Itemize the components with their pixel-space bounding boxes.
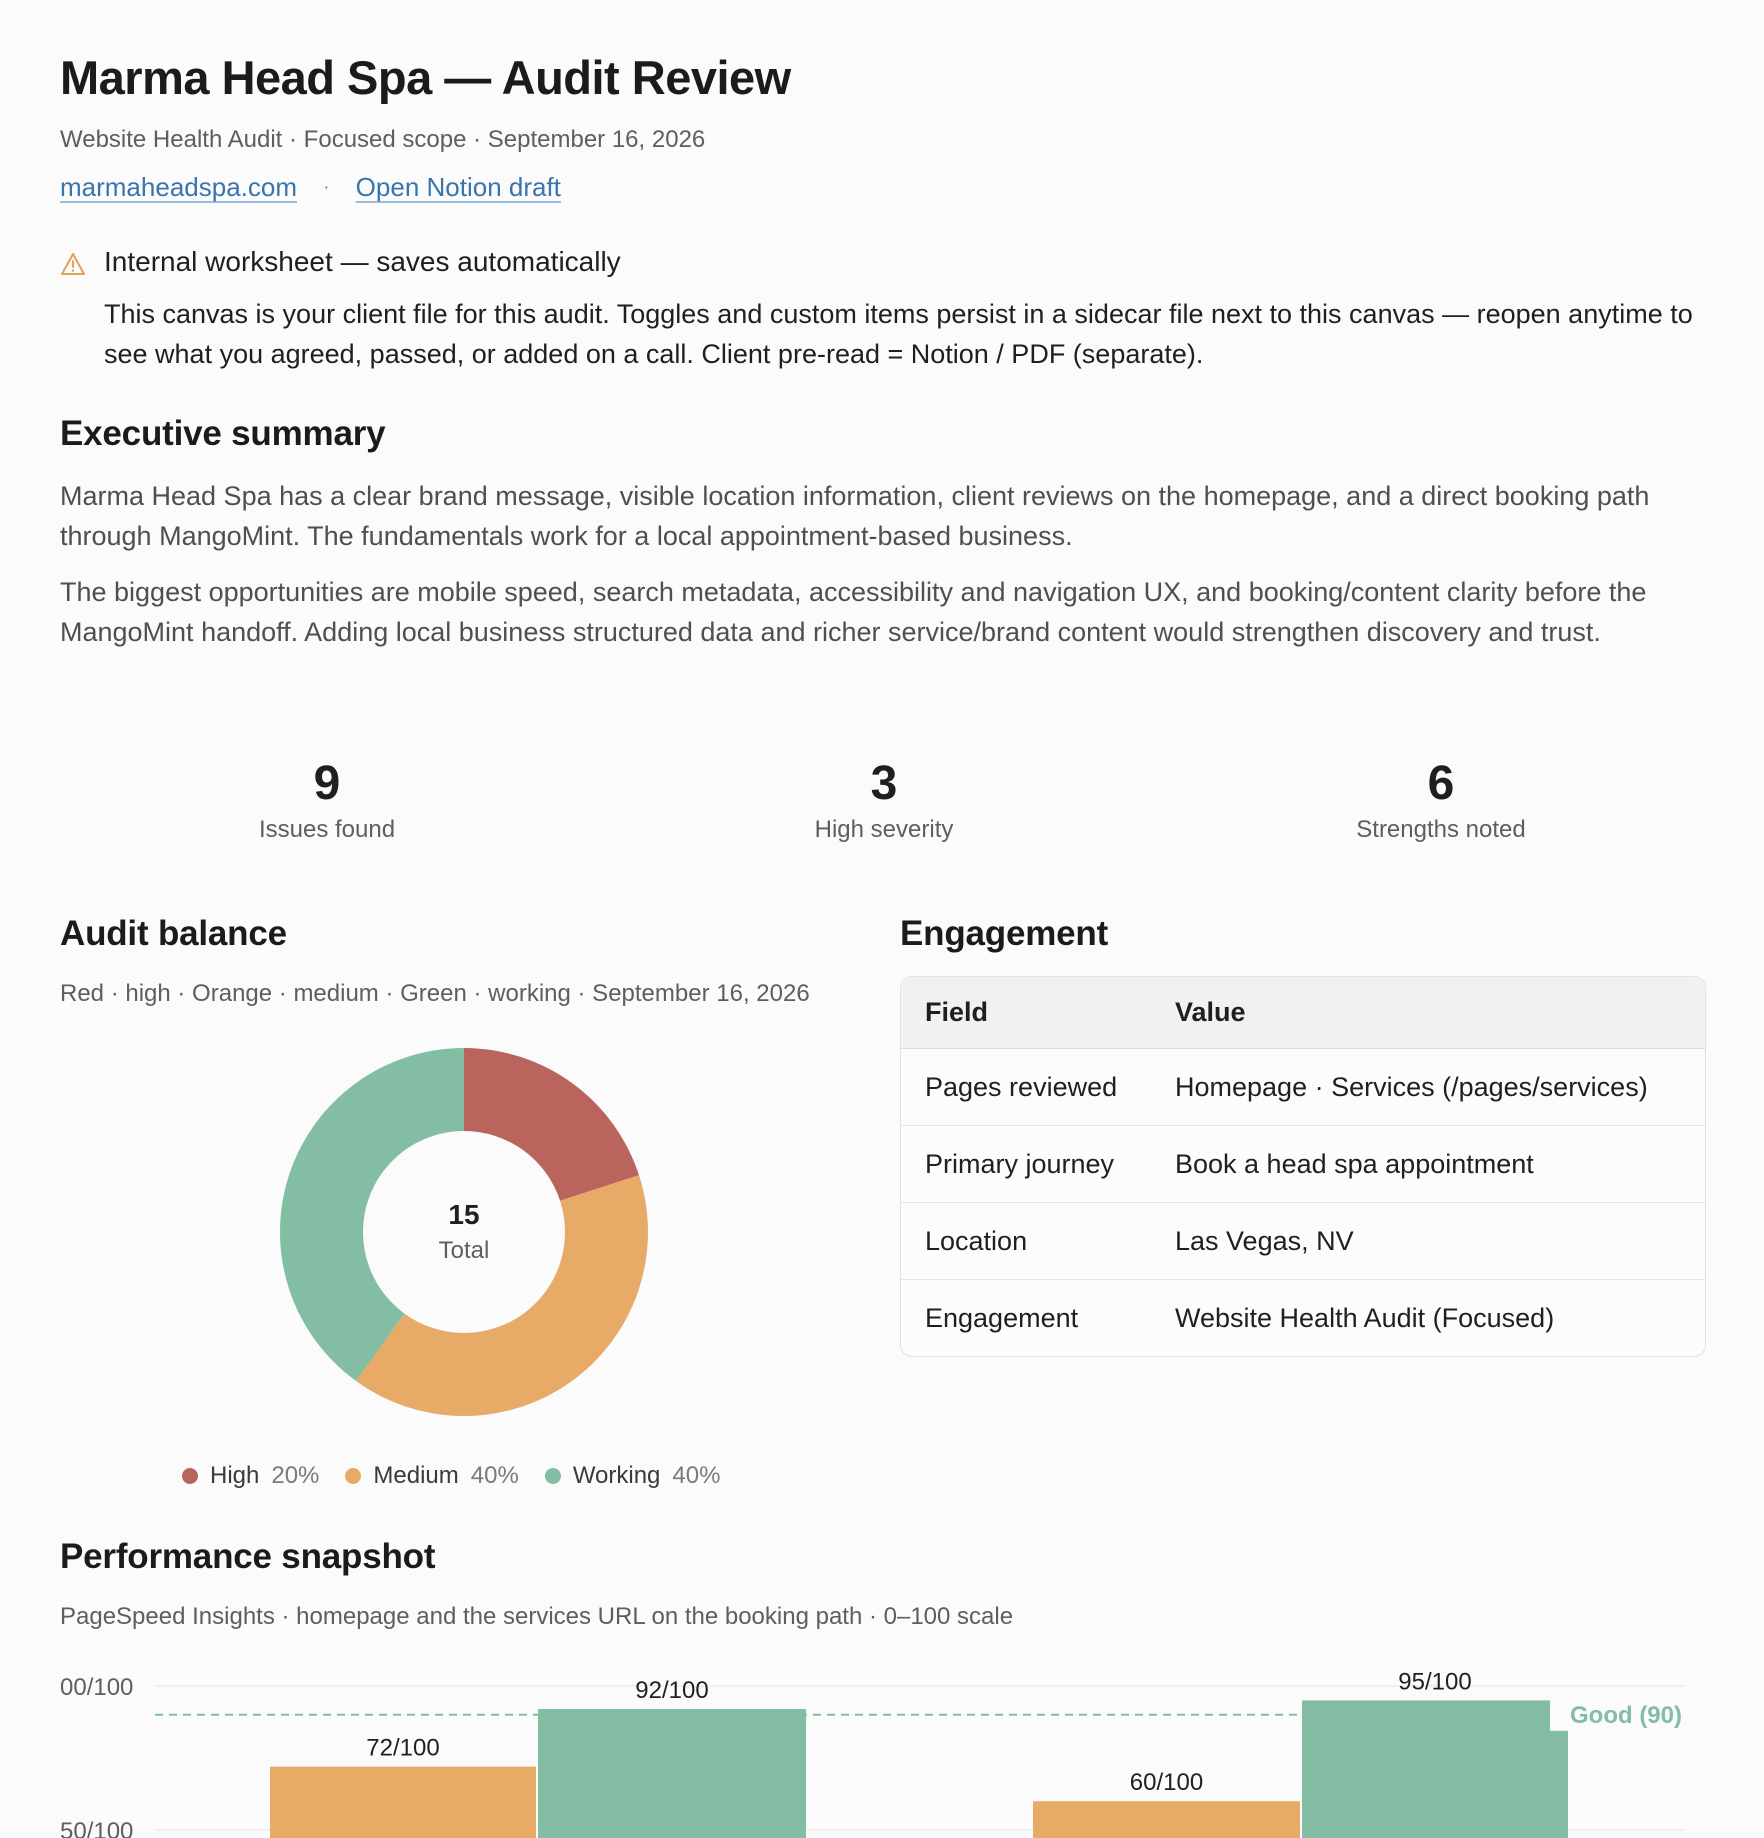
- stat-label: High severity: [814, 816, 954, 843]
- value-cell: Homepage · Services (/pages/services): [1175, 1072, 1648, 1102]
- donut-total-label: Total: [438, 1237, 490, 1264]
- field-cell: Primary journey: [901, 1126, 1151, 1203]
- executive-summary-heading: Executive summary: [60, 414, 386, 453]
- bar-data-label: 72/100: [366, 1734, 440, 1762]
- summary-paragraph-2: The biggest opportunities are mobile speed, search metadata, accessibility and navigation UX, and booking/content clarity before the MangoMint handoff. Adding local business structured data and richer service/brand content would strengthen discovery and trust.: [60, 577, 1647, 647]
- value-cell: Website Health Audit (Focused): [1151, 1280, 1705, 1357]
- threshold-label: Good (90): [1570, 1701, 1682, 1729]
- stat-value: 9: [313, 757, 341, 810]
- legend-item-high: [182, 1462, 319, 1490]
- audit-balance-heading: Audit balance: [60, 914, 287, 953]
- value-cell: Las Vegas, NV: [1151, 1203, 1705, 1280]
- stat-label: Strengths noted: [1356, 816, 1526, 843]
- callout-title: Internal worksheet — saves automatically: [104, 246, 621, 277]
- stat-label: Issues found: [258, 816, 396, 843]
- stat-high-severity: [684, 756, 1084, 844]
- legend-dot: [182, 1468, 198, 1484]
- legend-label: Medium: [373, 1462, 459, 1489]
- y-tick-label: 50/100: [60, 1818, 134, 1838]
- bar: [270, 1767, 536, 1838]
- bar-data-label: 92/100: [635, 1677, 709, 1705]
- summary-paragraph-1: Marma Head Spa has a clear brand message, visible location information, client reviews on the homepage, and a direct booking path through MangoMint. The fundamentals work for a local appointment-based business.: [60, 481, 1650, 551]
- field-cell: Location: [901, 1203, 1151, 1280]
- site-link[interactable]: marmaheadspa.com: [60, 172, 297, 202]
- legend-pct: 40%: [470, 1462, 519, 1489]
- stat-value: 3: [870, 757, 898, 810]
- engagement-table: [900, 976, 1706, 1357]
- table-row: [901, 1280, 1705, 1357]
- bar-data-label: 95/100: [1398, 1668, 1472, 1696]
- stat-value: 6: [1427, 757, 1455, 810]
- table-header-row: [901, 977, 1705, 1049]
- donut-center: [278, 1046, 650, 1418]
- audit-balance-subtitle: Red · high · Orange · medium · Green · working · September 16, 2026: [60, 980, 810, 1007]
- warning-icon: [60, 252, 86, 276]
- donut-total-value: 15: [448, 1199, 480, 1230]
- audit-balance-donut: [278, 1046, 650, 1418]
- engagement-heading: Engagement: [900, 914, 1109, 953]
- header-links: [60, 172, 561, 203]
- legend-dot: [345, 1468, 361, 1484]
- bar: [538, 1709, 806, 1838]
- field-cell: Engagement: [901, 1280, 1151, 1357]
- legend-pct: 20%: [271, 1462, 320, 1489]
- audit-meta: Website Health Audit · Focused scope · September 16, 2026: [60, 126, 706, 153]
- field-cell: Pages reviewed: [925, 1072, 1118, 1102]
- legend-label: Working: [572, 1462, 661, 1489]
- callout-body: This canvas is your client file for this audit. Toggles and custom items persist in a sidecar file next to this canvas — reopen anytime to see what you agreed, passed, or added on a call. Client pre-read = Notion / PDF (separate).: [104, 299, 1693, 369]
- table-row: [901, 1126, 1705, 1203]
- notion-draft-link[interactable]: Open Notion draft: [355, 172, 561, 202]
- legend-item-medium: [345, 1462, 518, 1490]
- donut-legend: [182, 1462, 746, 1490]
- stat-issues-found: [127, 756, 527, 844]
- legend-dot: [545, 1468, 561, 1484]
- bar: [1033, 1801, 1300, 1838]
- y-tick-label: 00/100: [60, 1674, 134, 1701]
- column-header-value: Value: [1151, 977, 1705, 1049]
- column-header-field: Field: [901, 977, 1151, 1049]
- legend-label: High: [210, 1462, 260, 1489]
- page-title: Marma Head Spa — Audit Review: [60, 51, 791, 104]
- bar: [1302, 1700, 1568, 1838]
- table-row: [901, 1203, 1705, 1280]
- legend-item-working: [545, 1462, 721, 1490]
- link-separator: ·: [323, 176, 330, 198]
- performance-subtitle: PageSpeed Insights · homepage and the services URL on the booking path · 0–100 scale: [60, 1603, 1014, 1630]
- value-cell: Book a head spa appointment: [1151, 1126, 1705, 1203]
- legend-pct: 40%: [672, 1462, 721, 1489]
- table-row: [901, 1049, 1705, 1126]
- stat-strengths-noted: [1241, 756, 1641, 844]
- performance-heading: Performance snapshot: [60, 1537, 436, 1576]
- bar-data-label: 60/100: [1129, 1769, 1204, 1797]
- performance-bar-chart: [0, 1650, 1764, 1838]
